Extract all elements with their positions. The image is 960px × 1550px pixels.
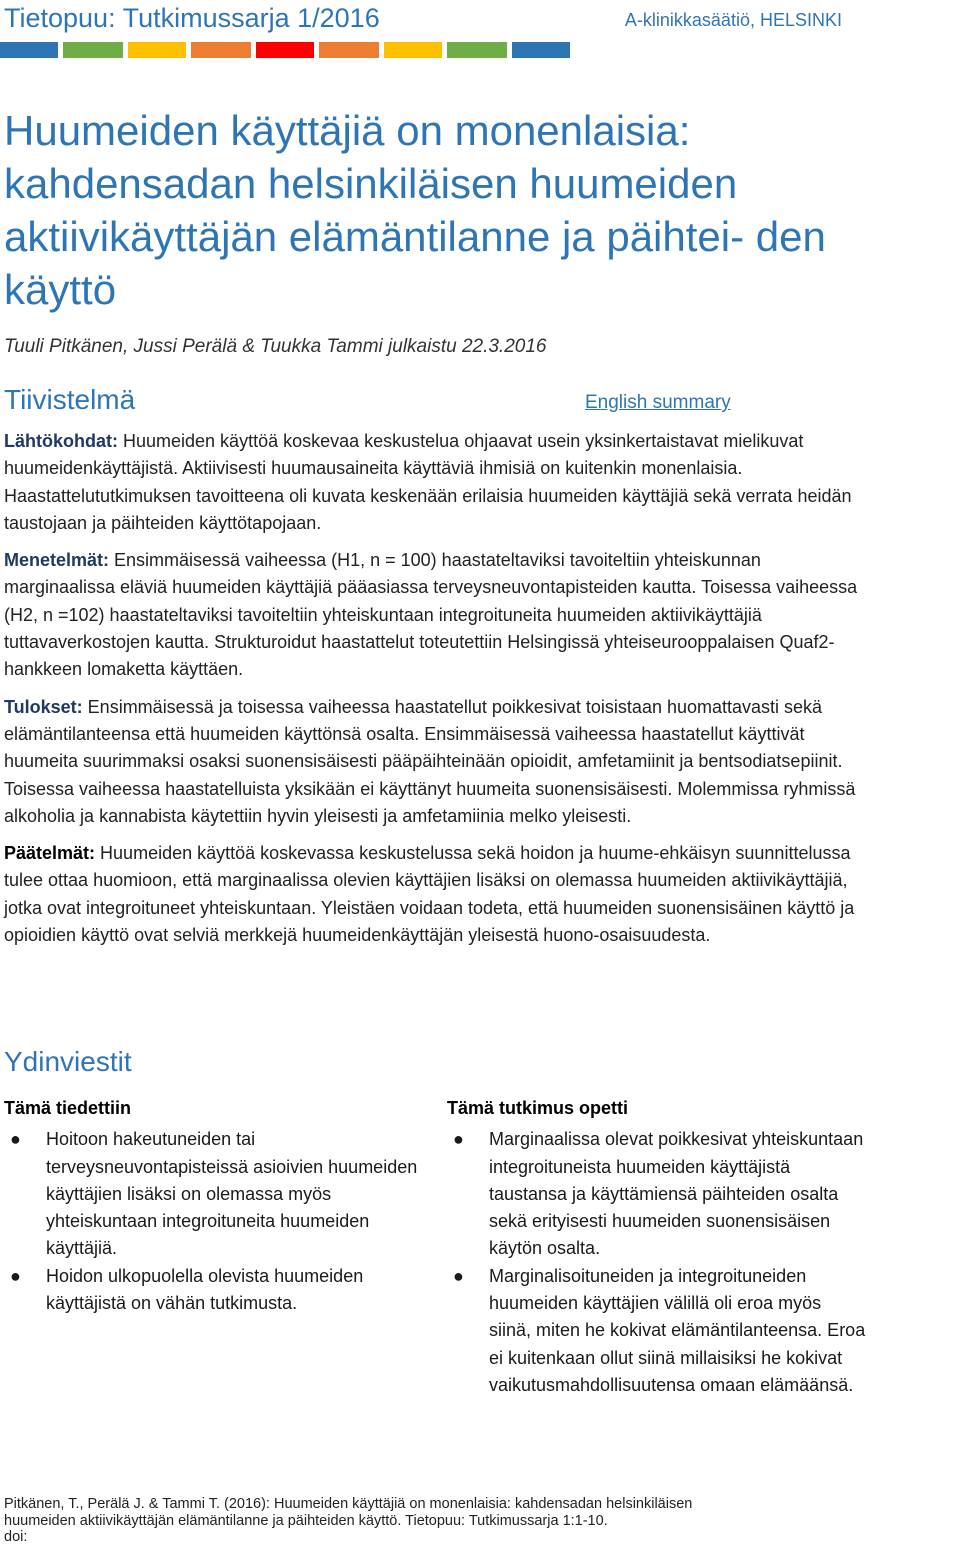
learned-column — [447, 1095, 867, 1399]
doi-line: doi: — [4, 1529, 28, 1545]
publisher-name: A-klinikkasäätiö, HELSINKI — [624, 10, 842, 30]
section-label: Lähtökohdat: — [4, 431, 118, 451]
known-column — [4, 1095, 424, 1317]
strip-segment — [256, 42, 314, 58]
bullet-icon: ● — [10, 1129, 21, 1150]
abstract-lahtokohdat — [4, 428, 862, 537]
color-strip — [0, 42, 960, 58]
list-item — [4, 1263, 424, 1318]
list-item-text: Marginalisoituneiden ja integroituneiden huumeiden käyttäjien välillä oli eroa myös siinä, miten he kokivat elämäntilanteensa. Eroa ei kuitenkaan ollut siinä millaisiksi he kokivat vaikutusmahdollisuutensa omaan elämäänsä. — [489, 1265, 866, 1395]
learned-list — [447, 1126, 867, 1399]
strip-segment — [63, 42, 123, 58]
citation-line: Pitkänen, T., Perälä J. & Tammi T. (2016): Huumeiden käyttäjiä on monenlaisia: kahdensadan helsinkiläisen — [4, 1496, 693, 1512]
strip-segment — [447, 42, 507, 58]
strip-segment — [319, 42, 379, 58]
series-title: Tietopuu: Tutkimussarja 1/2016 — [4, 3, 380, 33]
abstract-heading: Tiivistelmä — [4, 384, 136, 415]
list-item — [4, 1126, 424, 1262]
abstract-body — [4, 428, 862, 959]
section-text: Ensimmäisessä ja toisessa vaiheessa haastatellut poikkesivat toisistaan huomattavasti sekä elämäntilanteensa että huumeiden käyttönsä osalta. Ensimmäisessä vaiheessa haastatellut käyttivät huumeita suurimmaksi osaksi suonensisäisesti pääpäihteinään opioidit, amfetamiinit ja bentsodiatsepiinit. Toisessa vaiheessa haastatelluista yksikään ei käyttänyt huumeita suonensisäisesti. Molemmissa ryhmissä alkoholia ja kannabista käytettiin hyvin yleisesti ja amfetamiinia melko yleisesti. — [4, 696, 856, 826]
bullet-icon: ● — [453, 1129, 464, 1150]
section-text: Huumeiden käyttöä koskevaa keskustelua ohjaavat usein yksinkertaistavat mielikuvat huumeidenkäyttäjistä. Aktiivisesti huumausaineita käyttäviä ihmisiä on kuitenkin monenlaisia. Haastattelututkimuksen tavoitteena oli kuvata keskenään erilaisia huumeiden käyttäjiä sekä verrata heidän taustojaan ja päihteiden käyttötapojaan. — [4, 431, 852, 533]
abstract-menetelmat — [4, 547, 862, 683]
bullet-icon: ● — [10, 1265, 21, 1286]
citation-block — [4, 1496, 944, 1546]
abstract-tulokset — [4, 694, 862, 830]
section-text: Ensimmäisessä vaiheessa (H1, n = 100) haastateltaviksi tavoiteltiin yhteiskunnan marginaalissa eläviä huumeiden käyttäjiä pääasiassa terveysneuvontapisteiden kautta. Toisessa vaiheessa (H2, n =102) haastateltaviksi tavoiteltiin yhteiskuntaan integroituneita huumeiden aktiivikäyttäjiä tuttavaverkostojen kautta. Strukturoidut haastattelut toteutettiin Helsingissä yhteiseurooppalaisen Quaf2-hankkeen lomaketta käyttäen. — [4, 550, 858, 680]
english-summary-link[interactable]: English summary — [585, 392, 731, 413]
strip-segment — [0, 42, 58, 58]
strip-segment — [128, 42, 186, 58]
list-item-text: Hoitoon hakeutuneiden tai terveysneuvontapisteissä asioivien huumeiden käyttäjien lisäksi on olemassa myös yhteiskuntaan integroituneita huumeiden käyttäjiä. — [46, 1129, 418, 1259]
document-title: Huumeiden käyttäjiä on monenlaisia: kahdensadan helsinkiläisen huumeiden aktiivikäyttäjän elämäntilanne ja päihtei- den käyttö — [4, 107, 826, 313]
section-text: Huumeiden käyttöä koskevassa keskustelussa sekä hoidon ja huume-ehkäisyn suunnittelussa tulee ottaa huomioon, että marginaalissa olevien käyttäjien lisäksi on olemassa huumeiden aktiivikäyttäjiä, jotka ovat integroituneet yhteiskuntaan. Yleistäen voidaan todeta, että huumeiden suonensisäinen käyttö ja opioidien käyttö ovat selviä merkkejä huumeidenkäyttäjän yleisestä huono-osaisuudesta. — [4, 843, 855, 946]
section-label: Päätelmät: — [4, 843, 96, 864]
strip-segment — [512, 42, 570, 58]
strip-segment — [191, 42, 251, 58]
authors-line: Tuuli Pitkänen, Jussi Perälä & Tuukka Tammi julkaistu 22.3.2016 — [4, 336, 547, 357]
list-item-text: Hoidon ulkopuolella olevista huumeiden käyttäjistä on vähän tutkimusta. — [46, 1265, 364, 1314]
known-heading: Tämä tiedettiin — [4, 1098, 132, 1118]
list-item — [447, 1263, 867, 1399]
citation-line: huumeiden aktiivikäyttäjän elämäntilanne ja päihteiden käyttö. Tietopuu: Tutkimussarja 1:1-10. — [4, 1512, 608, 1529]
section-label: Menetelmät: — [4, 550, 110, 571]
section-label: Tulokset: — [4, 696, 83, 717]
bullet-icon: ● — [453, 1265, 464, 1286]
known-list — [4, 1126, 424, 1317]
key-messages-heading: Ydinviestit — [4, 1046, 132, 1077]
list-item — [447, 1126, 867, 1262]
abstract-paatelmat — [4, 840, 862, 949]
list-item-text: Marginaalissa olevat poikkesivat yhteiskuntaan integroituneista huumeiden käyttäjistä taustansa ja käyttämiensä päihteiden osalta sekä erityisesti huumeiden suonensisäisen käytön osalta. — [489, 1129, 864, 1259]
strip-segment — [384, 42, 442, 58]
learned-heading: Tämä tutkimus opetti — [447, 1098, 629, 1118]
